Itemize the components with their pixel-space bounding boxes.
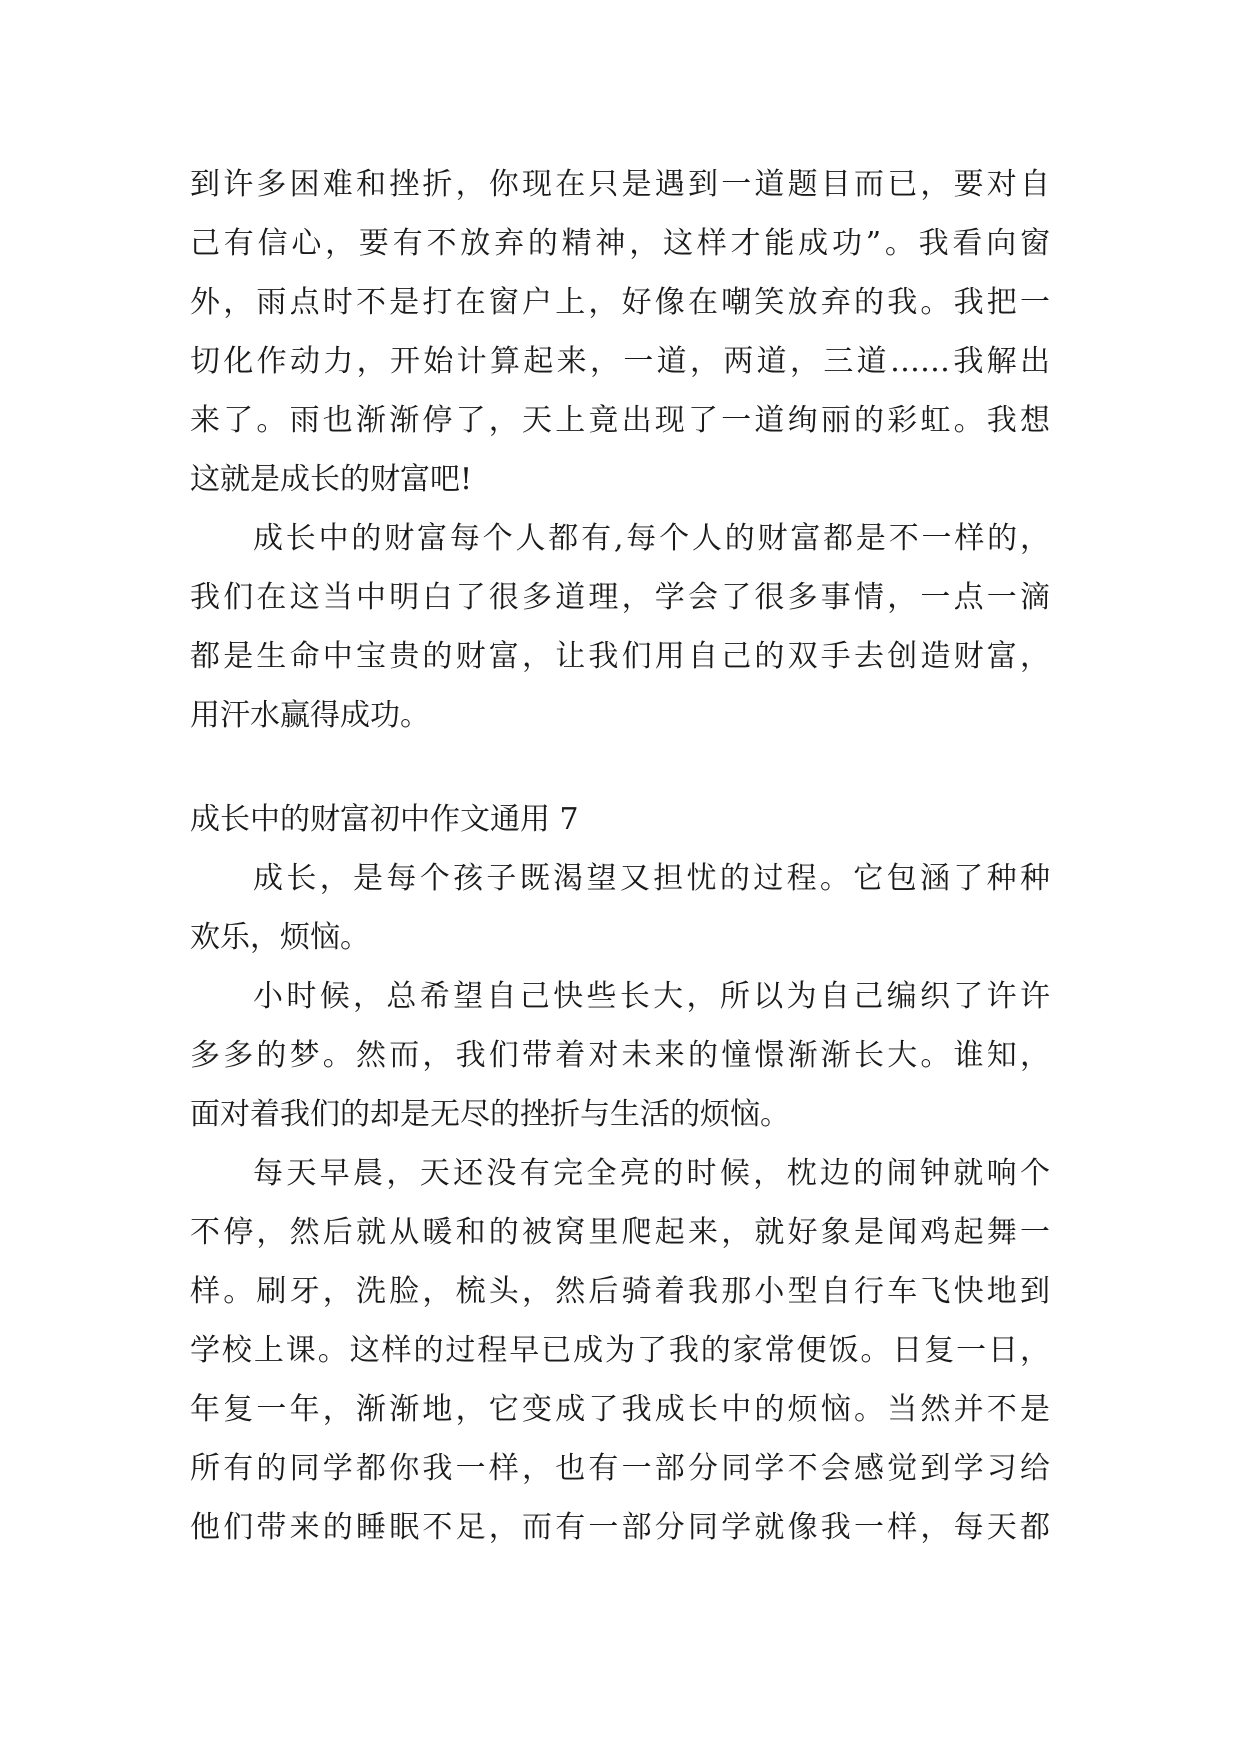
paragraph-line: 来了。雨也渐渐停了，天上竟出现了一道绚丽的彩虹。我想 [190, 403, 1050, 438]
paragraph-line: 我们在这当中明白了很多道理，学会了很多事情，一点一滴 [190, 580, 1050, 615]
paragraph-line: 他们带来的睡眠不足，而有一部分同学就像我一样，每天都 [190, 1510, 1050, 1545]
paragraph-line: 所有的同学都你我一样，也有一部分同学不会感觉到学习给 [190, 1451, 1050, 1486]
paragraph-line: 样。刷牙，洗脸，梳头，然后骑着我那小型自行车飞快地到 [190, 1274, 1050, 1309]
paragraph-line: 成长，是每个孩子既渴望又担忧的过程。它包涵了种种 [253, 861, 1050, 896]
paragraph-line: 学校上课。这样的过程早已成为了我的家常便饭。日复一日， [190, 1333, 1050, 1368]
paragraph-line: 切化作动力，开始计算起来，一道，两道，三道……我解出 [190, 344, 1050, 379]
paragraph-line: 这就是成长的财富吧! [190, 462, 473, 497]
paragraph-line: 小时候，总希望自己快些长大，所以为自己编织了许许 [253, 979, 1050, 1014]
paragraph-line: 都是生命中宝贵的财富，让我们用自己的双手去创造财富， [190, 639, 1050, 674]
paragraph-line: 欢乐，烦恼。 [190, 920, 370, 955]
paragraph-line: 每天早晨，天还没有完全亮的时候，枕边的闹钟就响个 [253, 1156, 1050, 1191]
paragraph-line: 不停，然后就从暖和的被窝里爬起来，就好象是闻鸡起舞一 [190, 1215, 1050, 1250]
paragraph-line: 到许多困难和挫折，你现在只是遇到一道题目而已，要对自 [190, 167, 1050, 202]
paragraph-line: 多多的梦。然而，我们带着对未来的憧憬渐渐长大。谁知， [190, 1038, 1050, 1073]
section-title: 成长中的财富初中作文通用 7 [190, 802, 579, 837]
paragraph-line: 成长中的财富每个人都有,每个人的财富都是不一样的， [253, 521, 1050, 556]
paragraph-line: 己有信心，要有不放弃的精神，这样才能成功”。我看向窗 [190, 226, 1050, 261]
paragraph-line: 面对着我们的却是无尽的挫折与生活的烦恼。 [190, 1097, 790, 1132]
paragraph-line: 用汗水赢得成功。 [190, 698, 430, 733]
paragraph-line: 外，雨点时不是打在窗户上，好像在嘲笑放弃的我。我把一 [190, 285, 1050, 320]
paragraph-line: 年复一年，渐渐地，它变成了我成长中的烦恼。当然并不是 [190, 1392, 1050, 1427]
